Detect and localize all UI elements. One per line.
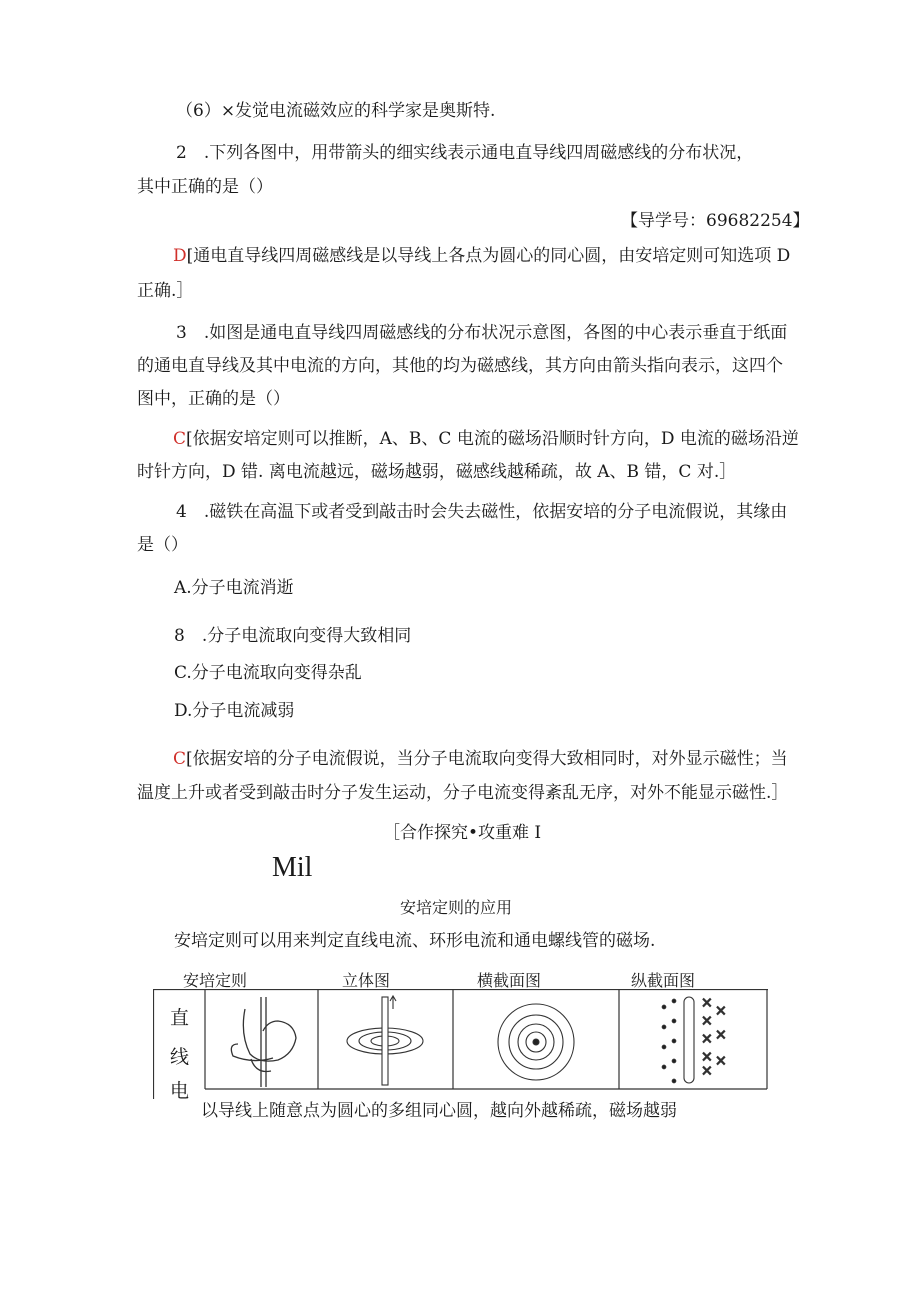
intro-line: 安培定则可以用来判定直线电流、环形电流和通电螺线管的磁场. <box>174 931 656 951</box>
answer-3-cont: 时针方向，D 错. 离电流越远，磁场越弱，磁感线越稀疏，故 A、B 错，C 对.］ <box>137 462 737 482</box>
answer-2 <box>173 245 790 267</box>
svg-text:×: × <box>701 995 713 1011</box>
table-header-1: 安培定则 <box>183 971 248 990</box>
3d-field-icon <box>347 996 423 1085</box>
svg-text:×: × <box>715 1053 727 1069</box>
svg-text:×: × <box>701 1031 713 1047</box>
answer-text: [依据安培的分子电流假说，当分子电流取向变得大致相同时，对外显示磁性；当 <box>186 749 788 769</box>
text-line-1: （6）×发觉电流磁效应的科学家是奥斯特. <box>176 101 496 121</box>
svg-text:×: × <box>701 1049 713 1065</box>
table-header-4: 纵截面图 <box>631 971 696 990</box>
answer-2-cont: 正确.］ <box>137 281 194 301</box>
longitudinal-section-icon <box>662 995 727 1083</box>
answer-3 <box>173 428 799 450</box>
option-a: A.分子电流消逝 <box>174 578 294 598</box>
guide-number: 【导学号：69682254】 <box>621 211 810 231</box>
question-3-cont2: 图中，正确的是（） <box>137 389 290 409</box>
section-header: ［合作探究•攻重难 I <box>383 823 542 843</box>
question-4-cont: 是（） <box>137 535 188 555</box>
hand-icon <box>231 997 296 1087</box>
svg-text:×: × <box>715 1027 727 1043</box>
question-2-cont: 其中正确的是（） <box>137 177 273 197</box>
answer-4 <box>173 748 788 770</box>
row-label-1: 直 <box>170 1007 190 1029</box>
svg-text:×: × <box>701 1013 713 1029</box>
section-title: 安培定则的应用 <box>400 898 513 917</box>
question-2: 2 .下列各图中，用带箭头的细实线表示通电直导线四周磁感线的分布状况， <box>176 143 754 163</box>
svg-text:×: × <box>701 1063 713 1079</box>
question-4: 4 .磁铁在高温下或者受到敲击时会失去磁性，依据安培的分子电流假说，其缘由 <box>176 502 788 522</box>
question-3-cont: 的通电直导线及其中电流的方向，其他的均为磁感线，其方向由箭头指向表示，这四个 <box>137 356 783 376</box>
row-label-2: 线 <box>170 1046 190 1068</box>
mil-text: Mil <box>272 852 313 883</box>
answer-letter: C <box>173 429 187 449</box>
option-c: C.分子电流取向变得杂乱 <box>174 663 362 683</box>
answer-text: [通电直导线四周磁感线是以导线上各点为圆心的同心圆，由安培定则可知选项 D <box>186 246 791 266</box>
option-d: D.分子电流减弱 <box>174 701 295 721</box>
option-b: 8 .分子电流取向变得大致相同 <box>174 626 412 646</box>
cross-section-icon <box>498 1004 574 1080</box>
answer-letter: C <box>173 749 187 769</box>
answer-4-cont: 温度上升或者受到敲击时分子发生运动，分子电流变得紊乱无序，对外不能显示磁性.］ <box>137 783 789 803</box>
row-label-3: 电 <box>170 1080 190 1102</box>
table-caption: 以导线上随意点为圆心的多组同心圆，越向外越稀疏，磁场越弱 <box>201 1101 677 1121</box>
answer-text: [依据安培定则可以推断，A、B、C 电流的磁场沿顺时针方向，D 电流的磁场沿逆 <box>186 429 799 449</box>
svg-text:×: × <box>715 1003 727 1019</box>
ampere-rule-diagram <box>153 989 768 1099</box>
answer-letter: D <box>173 246 187 266</box>
question-3: 3 .如图是通电直导线四周磁感线的分布状况示意图，各图的中心表示垂直于纸面 <box>176 323 788 343</box>
table-header-3: 横截面图 <box>477 971 542 990</box>
table-header-2: 立体图 <box>342 971 391 990</box>
